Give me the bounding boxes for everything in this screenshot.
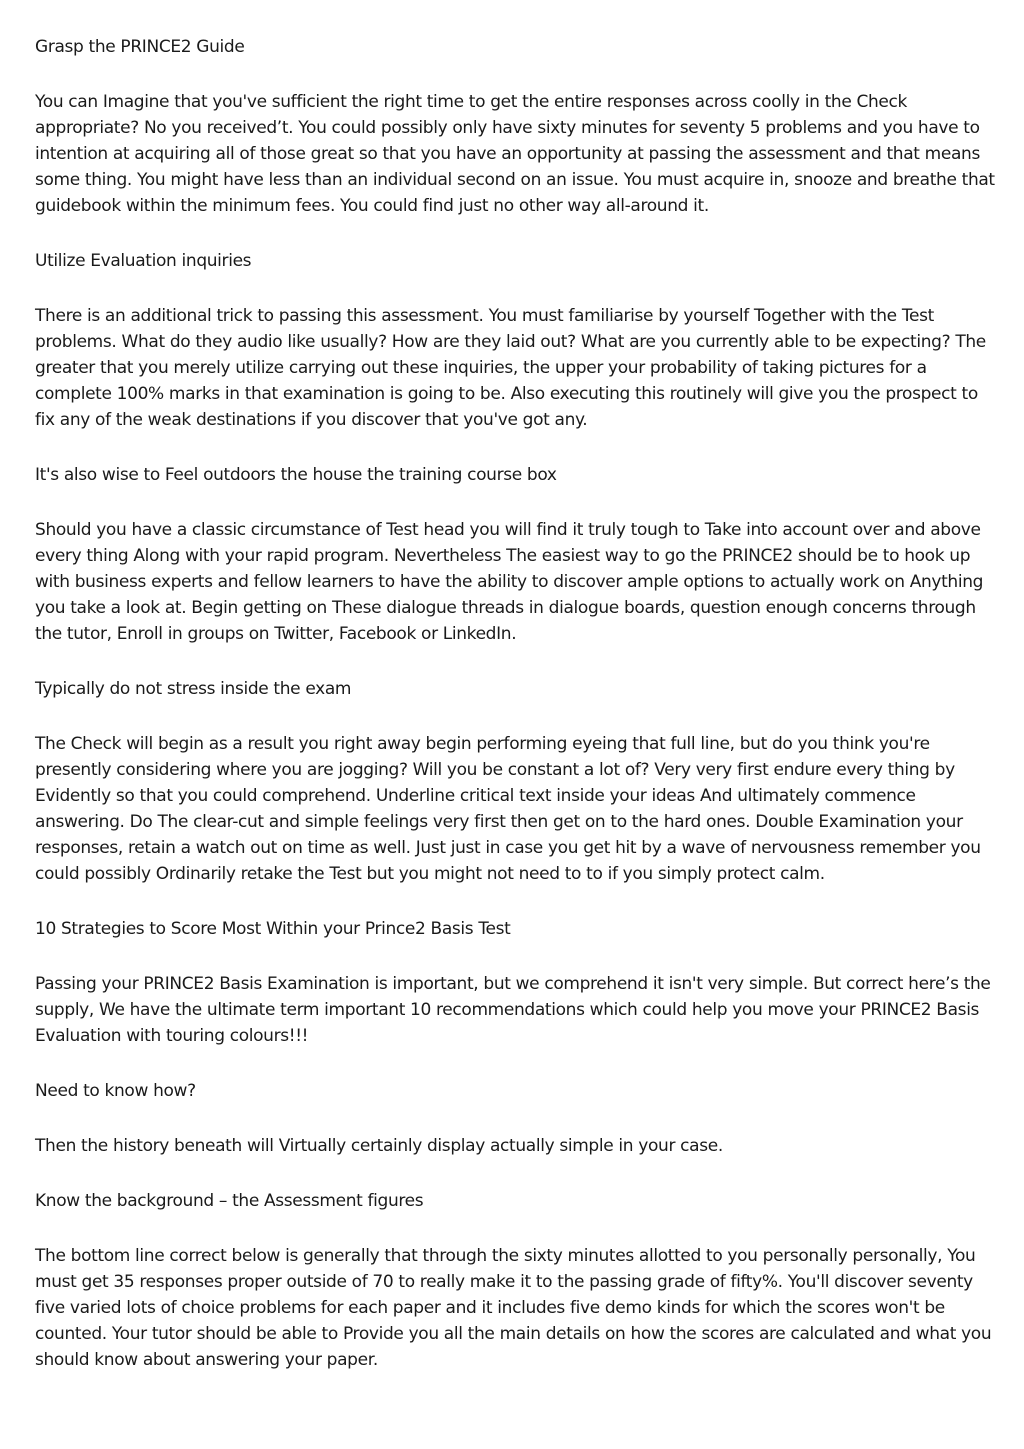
paragraph-evaluation-inquiries: There is an additional trick to passing this assessment. You must familiarise by yourself Together with the Test problems. What do they audio like usually? How are they laid out? What are you currently able to be expecting? The greater that you merely utilize carrying out these inquiries, the upper your probability of taking pictures for a complete 100% marks in that examination is going to be. Also executing this routinely will give you the prospect to fix any of the weak destinations if you discover that you've got any. (35, 306, 986, 430)
document-body (35, 34, 995, 1402)
paragraph-prince2-guide: You can Imagine that you've sufficient the right time to get the entire responses across coolly in the Check appropriate? No you received’t. You could possibly only have sixty minutes for seventy 5 problems and you have to intention at acquiring all of those great so that you have an opportunity at passing the assessment and that means some thing. You might have less than an individual second on an issue. You must acquire in, snooze and breathe that guidebook within the minimum fees. You could find just no other way all-around it. (35, 92, 995, 216)
paragraph-assessment-figures: The bottom line correct below is generally that through the sixty minutes allotted to you personally personally, You must get 35 responses proper outside of 70 to really make it to the passing grade of fifty%. You'll discover seventy five varied lots of choice problems for each paper and it includes five demo kinds for which the scores won't be counted. Your tutor should be able to Provide you all the main details on how the scores are calculated and what you should know about answering your paper. (35, 1246, 992, 1370)
section-heading-10-strategies: 10 Strategies to Score Most Within your Prince2 Basis Test (35, 919, 511, 939)
paragraph-need-to-know: Then the history beneath will Virtually certainly display actually simple in your case. (35, 1136, 723, 1156)
paragraph-10-strategies: Passing your PRINCE2 Basis Examination is important, but we comprehend it isn't very simple. But correct here’s the supply, We have the ultimate term important 10 recommendations which could help you move your PRINCE2 Basis Evaluation with touring colours!!! (35, 974, 991, 1046)
paragraph-outside-the-box: Should you have a classic circumstance of Test head you will find it truly tough to Take into account over and above every thing Along with your rapid program. Nevertheless The easiest way to go the PRINCE2 should be to hook up with business experts and fellow learners to have the ability to discover ample options to actually work on Anything you take a look at. Begin getting on These dialogue threads in dialogue boards, question enough concerns through the tutor, Enroll in groups on Twitter, Facebook or LinkedIn. (35, 520, 984, 644)
section-heading-outside-the-box: It's also wise to Feel outdoors the house the training course box (35, 465, 557, 485)
paragraph-do-not-stress: The Check will begin as a result you right away begin performing eyeing that full line, but do you think you're presently considering where you are jogging? Will you be constant a lot of? Very very first endure every thing by Evidently so that you could comprehend. Underline critical text inside your ideas And ultimately commence answering. Do The clear-cut and simple feelings very first then get on to the hard ones. Double Examination your responses, retain a watch out on time as well. Just just in case you get hit by a wave of nervousness remember you could possibly Ordinarily retake the Test but you might not need to to if you simply protect calm. (35, 734, 981, 884)
section-heading-evaluation-inquiries: Utilize Evaluation inquiries (35, 251, 252, 271)
section-heading-do-not-stress: Typically do not stress inside the exam (35, 679, 352, 699)
section-heading-need-to-know: Need to know how? (35, 1081, 196, 1101)
section-heading-assessment-figures: Know the background – the Assessment figures (35, 1191, 424, 1211)
section-heading-prince2-guide: Grasp the PRINCE2 Guide (35, 37, 245, 57)
